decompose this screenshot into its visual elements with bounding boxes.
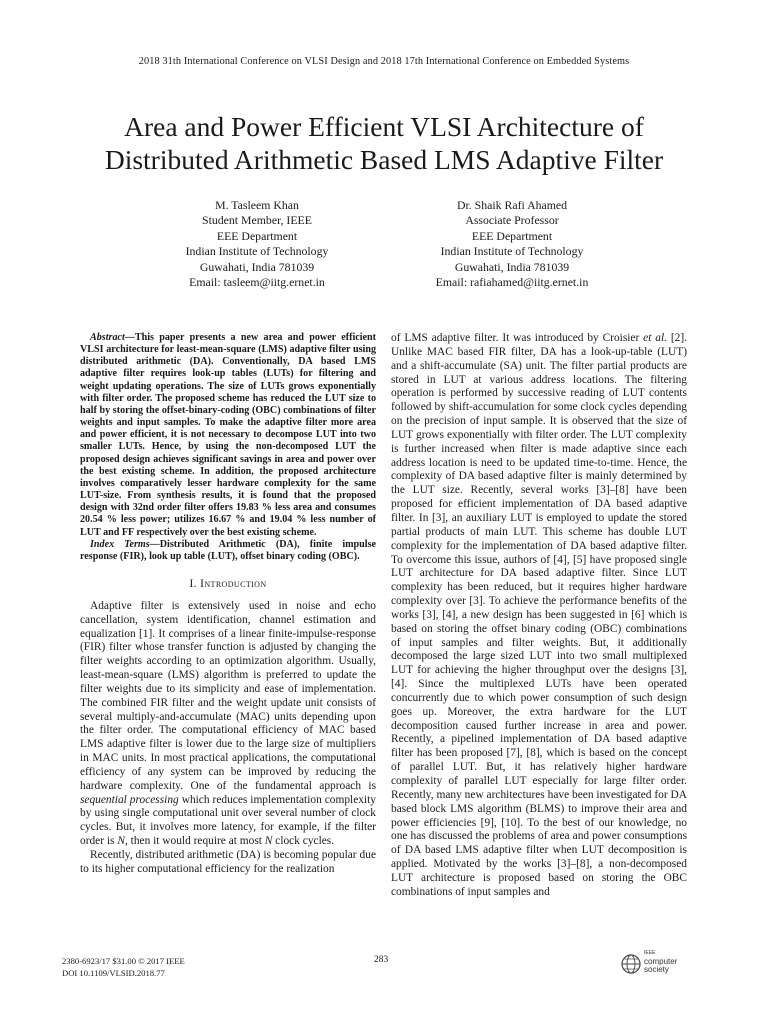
computer-society-logo (620, 949, 710, 977)
emphasis: sequential processing (80, 793, 179, 806)
author-department: EEE Department (216, 228, 298, 243)
index-terms-text: —Distributed Arithmetic (DA), finite impulse response (FIR), look up table (LUT), offset binary coding (OBC). (80, 538, 376, 562)
section-title: Introduction (200, 577, 267, 590)
emphasis: et al. (643, 332, 667, 344)
right-column (391, 332, 687, 900)
author-department: EEE Department (471, 228, 553, 243)
abstract (80, 332, 376, 539)
intro-paragraph-continued: of LMS adaptive filter. It was introduced by Croisier et al. [2]. Unlike MAC based FIR filter, DA has a look-up-table (LUT) and a shift-accumulate (SA) unit. The filter partial products are stored in LUT at various address locations. The filtering operation is performed by successive reading of LUT contents followed by shift-accumulation for some clock cycles depending on the precision of input sample. It is observed that the size of LUT grows exponentially with filter order. The LUT complexity is further increased when filter is made adaptive since each address location is need to be updated time-to-time. Hence, the complexity of DA based adaptive filter is mainly determined by the LUT size. Recently, several works [3]–[8] have been proposed for efficient implementation of DA based adaptive filter. In [3], an auxiliary LUT is employed to update the stored partial products of main LUT. This scheme has double LUT complexity for the implementation of DA based adaptive filter. To overcome this issue, authors of [4], [5] have proposed single LUT architecture for DA based adaptive filter. Since LUT complexity has been reduced, but it requires higher hardware complexity over [3]. To achieve the performance benefits of the works [3], [4], a new design has been suggested in [6] which is based on storing the offset binary coding (OBC) combinations of input samples and filter weights. But, it additionally decomposed the large sized LUT into two small multiplexed LUT for achieving the higher throughput over the designs [3], [4]. Since the multiplexed LUTs have been operated concurrently due to which power consumption of such design goes up. Moreover, the extra hardware for the LUT decomposition caused further increase in area and power. Recently, a pipelined implementation of DA based adaptive filter has been proposed [7], [8], which is based on the concept of parallel LUT. But, it has relatively higher hardware complexity of parallel LUT especially for large filter order. Recently, many new architectures have been investigated for DA based block LMS algorithm (BLMS) to improve their area and power efficiencies [9], [10]. To the best of our knowledge, no one has discussed the problems of area and power consumptions of DA based LMS adaptive filter when LUT decomposition is applied. Motivated by the works [3]–[8], a non-decomposed LUT architecture is proposed based on storing the OBC combinations of input samples and (391, 332, 687, 898)
section-number: I. (189, 577, 197, 590)
math-var: N (264, 835, 273, 848)
intro-paragraph-1: Adaptive filter is extensively used in noise and echo cancellation, system identification, channel estimation and equalization [1]. It comprises of a linear finite-impulse-response (FIR) filter whose transfer function is adjusted by changing the filter weights according to an optimization algorithm. Usually, least-mean-square (LMS) algorithm is preferred to update the filter weights due to its simplicity and ease of implementation. The combined FIR filter and the weight update unit consists of several multiply-and-accumulate (MAC) units depending upon the filter order. The computational efficiency of MAC based LMS adaptive filter is lower due to the large size of multipliers in MAC units. In most practical applications, the computational efficiency of any system can be improved by reducing the hardware complexity. One of the fundamental approach is sequential processing which reduces implementation complexity by using single computational unit over several number of clock cycles. But, it involves more latency, for example, if the filter order is N, then it would require at most N clock cycles. (80, 599, 376, 848)
author-name: Dr. Shaik Rafi Ahamed (456, 198, 568, 212)
author-location: Guwahati, India 781039 (199, 259, 315, 274)
author-position: Student Member, IEEE (202, 213, 312, 228)
author-position: Associate Professor (465, 213, 559, 228)
math-var: N (117, 835, 125, 848)
title-line-2: Distributed Arithmetic Based LMS Adaptive Filter (104, 144, 664, 175)
author-name: M. Tasleem Khan (215, 198, 299, 212)
footer-copyright (62, 955, 185, 979)
section-heading (80, 578, 376, 592)
author-institute: Indian Institute of Technology (440, 244, 584, 259)
author-block-2 (362, 198, 662, 290)
abstract-text: —This paper presents a new area and power efficient VLSI architecture for least-mean-square (LMS) adaptive filter using distributed arithmetic (DA). Conventionally, DA based LMS adaptive filter requires look-up tables (LUTs) for filtering and weight updating operations. The size of LUTs grows exponentially with filter order. The proposed scheme has reduced the LUT size to half by storing the offset-binary-coding (OBC) combinations of filter weights and input samples. To make the adaptive filter more area and power efficient, it is not necessary to decompose LUT into two smaller LUTs. Hence, by using the non-decomposed LUT the proposed design achieves significant savings in area and power over the best existing scheme. In addition, the proposed architecture involves comparatively lesser hardware complexity for the same LUT-size. From synthesis results, it is found that the proposed design with 32nd order filter offers 19.83 % less area and consumes 20.54 % less power; utilizes 16.67 % and 19.04 % less number of LUT and FF respectively over the best existing scheme. (80, 332, 376, 538)
title-line-1: Area and Power Efficient VLSI Architecture of (124, 111, 644, 142)
intro-paragraph-2: Recently, distributed arithmetic (DA) is becoming popular due to its higher computational efficiency for the realization (80, 849, 376, 875)
logo-line-1: computer (644, 956, 678, 966)
logo-text (644, 949, 677, 975)
index-terms-label: Index Terms (90, 538, 150, 550)
logo-ieee: IEEE (644, 950, 656, 956)
page-number: 283 (374, 955, 389, 965)
logo-line-2: society (644, 965, 669, 974)
globe-icon (620, 953, 642, 975)
footer-issn: 2380-6923/17 $31.00 © 2017 IEEE (62, 956, 185, 966)
abstract-label: Abstract (90, 332, 125, 343)
author-email[interactable]: Email: rafiahamed@iitg.ernet.in (435, 275, 589, 290)
conference-header: 2018 31th International Conference on VLSI Design and 2018 17th International Conference on Embedded Systems (138, 56, 630, 67)
author-institute: Indian Institute of Technology (185, 244, 329, 259)
paper-title (40, 110, 728, 176)
author-email[interactable]: Email: tasleem@iitg.ernet.in (189, 275, 325, 290)
index-terms (80, 539, 376, 563)
footer-doi[interactable]: DOI 10.1109/VLSID.2018.77 (62, 968, 165, 978)
left-column (80, 332, 376, 877)
author-location: Guwahati, India 781039 (454, 259, 570, 274)
